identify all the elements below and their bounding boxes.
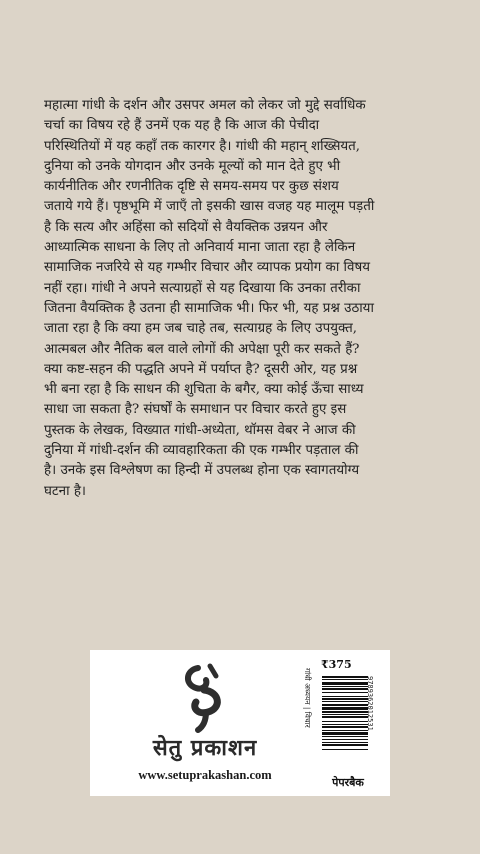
blurb-line: आत्मबल और नैतिक बल वाले लोगों की अपेक्षा पूरी कर सकते हैं?: [44, 341, 360, 357]
blurb-line: चर्चा का विषय रहे हैं उनमें एक यह है कि आज की पेचीदा: [44, 118, 320, 134]
blurb-line: दुनिया को उनके योगदान और उनके मूल्यों को मान देते हुए भी: [44, 158, 341, 174]
blurb-line: भी बना रहा है कि साधन की शुचिता के बगैर, क्या कोई ऊँचा साध्य: [44, 382, 364, 398]
blurb-line: कार्यनीतिक और रणनीतिक दृष्टि से समय-समय पर कुछ संशय: [44, 179, 339, 195]
price-label: ₹375: [321, 658, 352, 671]
blurb-line: जाता रहा है कि क्या हम जब चाहे तब, सत्याग्रह के लिए उपयुक्त,: [44, 321, 358, 337]
blurb-line: घटना है।: [44, 483, 87, 499]
publisher-panel: [90, 650, 390, 796]
blurb-line: महात्मा गांधी के दर्शन और उसपर अमल को लेकर जो मुद्दे सर्वाधिक: [44, 98, 366, 113]
blurb-line: है। उनके इस विश्लेषण का हिन्दी में उपलब्ध होना एक स्वागतयोग्य: [44, 463, 360, 479]
blurb-line: पुस्तक के लेखक, विख्यात गांधी-अध्येता, थॉमस वेबर ने आज की: [44, 422, 356, 438]
blurb-line: साधा जा सकता है? संघर्षों के समाधान पर विचार करते हुए इस: [44, 402, 347, 418]
book-category: गांधी अध्ययन | विचार: [303, 668, 312, 728]
isbn-number: 9789362012531: [366, 676, 374, 731]
blurb-line: आध्यात्मिक साधना के लिए तो अनिवार्य माना जाता रहा है लेकिन: [44, 240, 356, 256]
blurb-line: दुनिया में गांधी-दर्शन की व्यावहारिकता की एक गम्भीर पड़ताल की: [44, 443, 359, 459]
format-label: पेपरबैक: [332, 776, 364, 789]
publisher-name: सेतु प्रकाशन: [152, 735, 258, 761]
back-cover-blurb: [44, 96, 440, 502]
blurb-line: जताये गये हैं। पृष्ठभूमि में जाएँ तो इसकी खास वजह यह मालूम पड़ती: [44, 199, 375, 215]
blurb-line: नहीं रहा। गांधी ने अपने सत्याग्रहों से यह दिखाया कि उनका तरीका: [44, 280, 361, 296]
publisher-logo: [90, 650, 320, 796]
blurb-line: क्या कष्ट-सहन की पद्धति अपने में पर्याप्त है? दूसरी ओर, यह प्रश्न: [44, 361, 358, 377]
blurb-line: है कि सत्य और अहिंसा को सदियों से वैयक्तिक उन्नयन और: [44, 219, 328, 235]
blurb-line: सामाजिक नजरिये से यह गम्भीर विचार और व्यापक प्रयोग का विषय: [44, 260, 370, 276]
blurb-line: जितना वैयक्तिक है उतना ही सामाजिक भी। फिर भी, यह प्रश्न उठाया: [44, 300, 374, 316]
setu-logo-icon: [170, 662, 240, 734]
publisher-website: www.setuprakashan.com: [138, 768, 272, 782]
blurb-line: परिस्थितियों में यह कहाँ तक कारगर है। गांधी की महान् शख्सियत,: [44, 138, 361, 154]
